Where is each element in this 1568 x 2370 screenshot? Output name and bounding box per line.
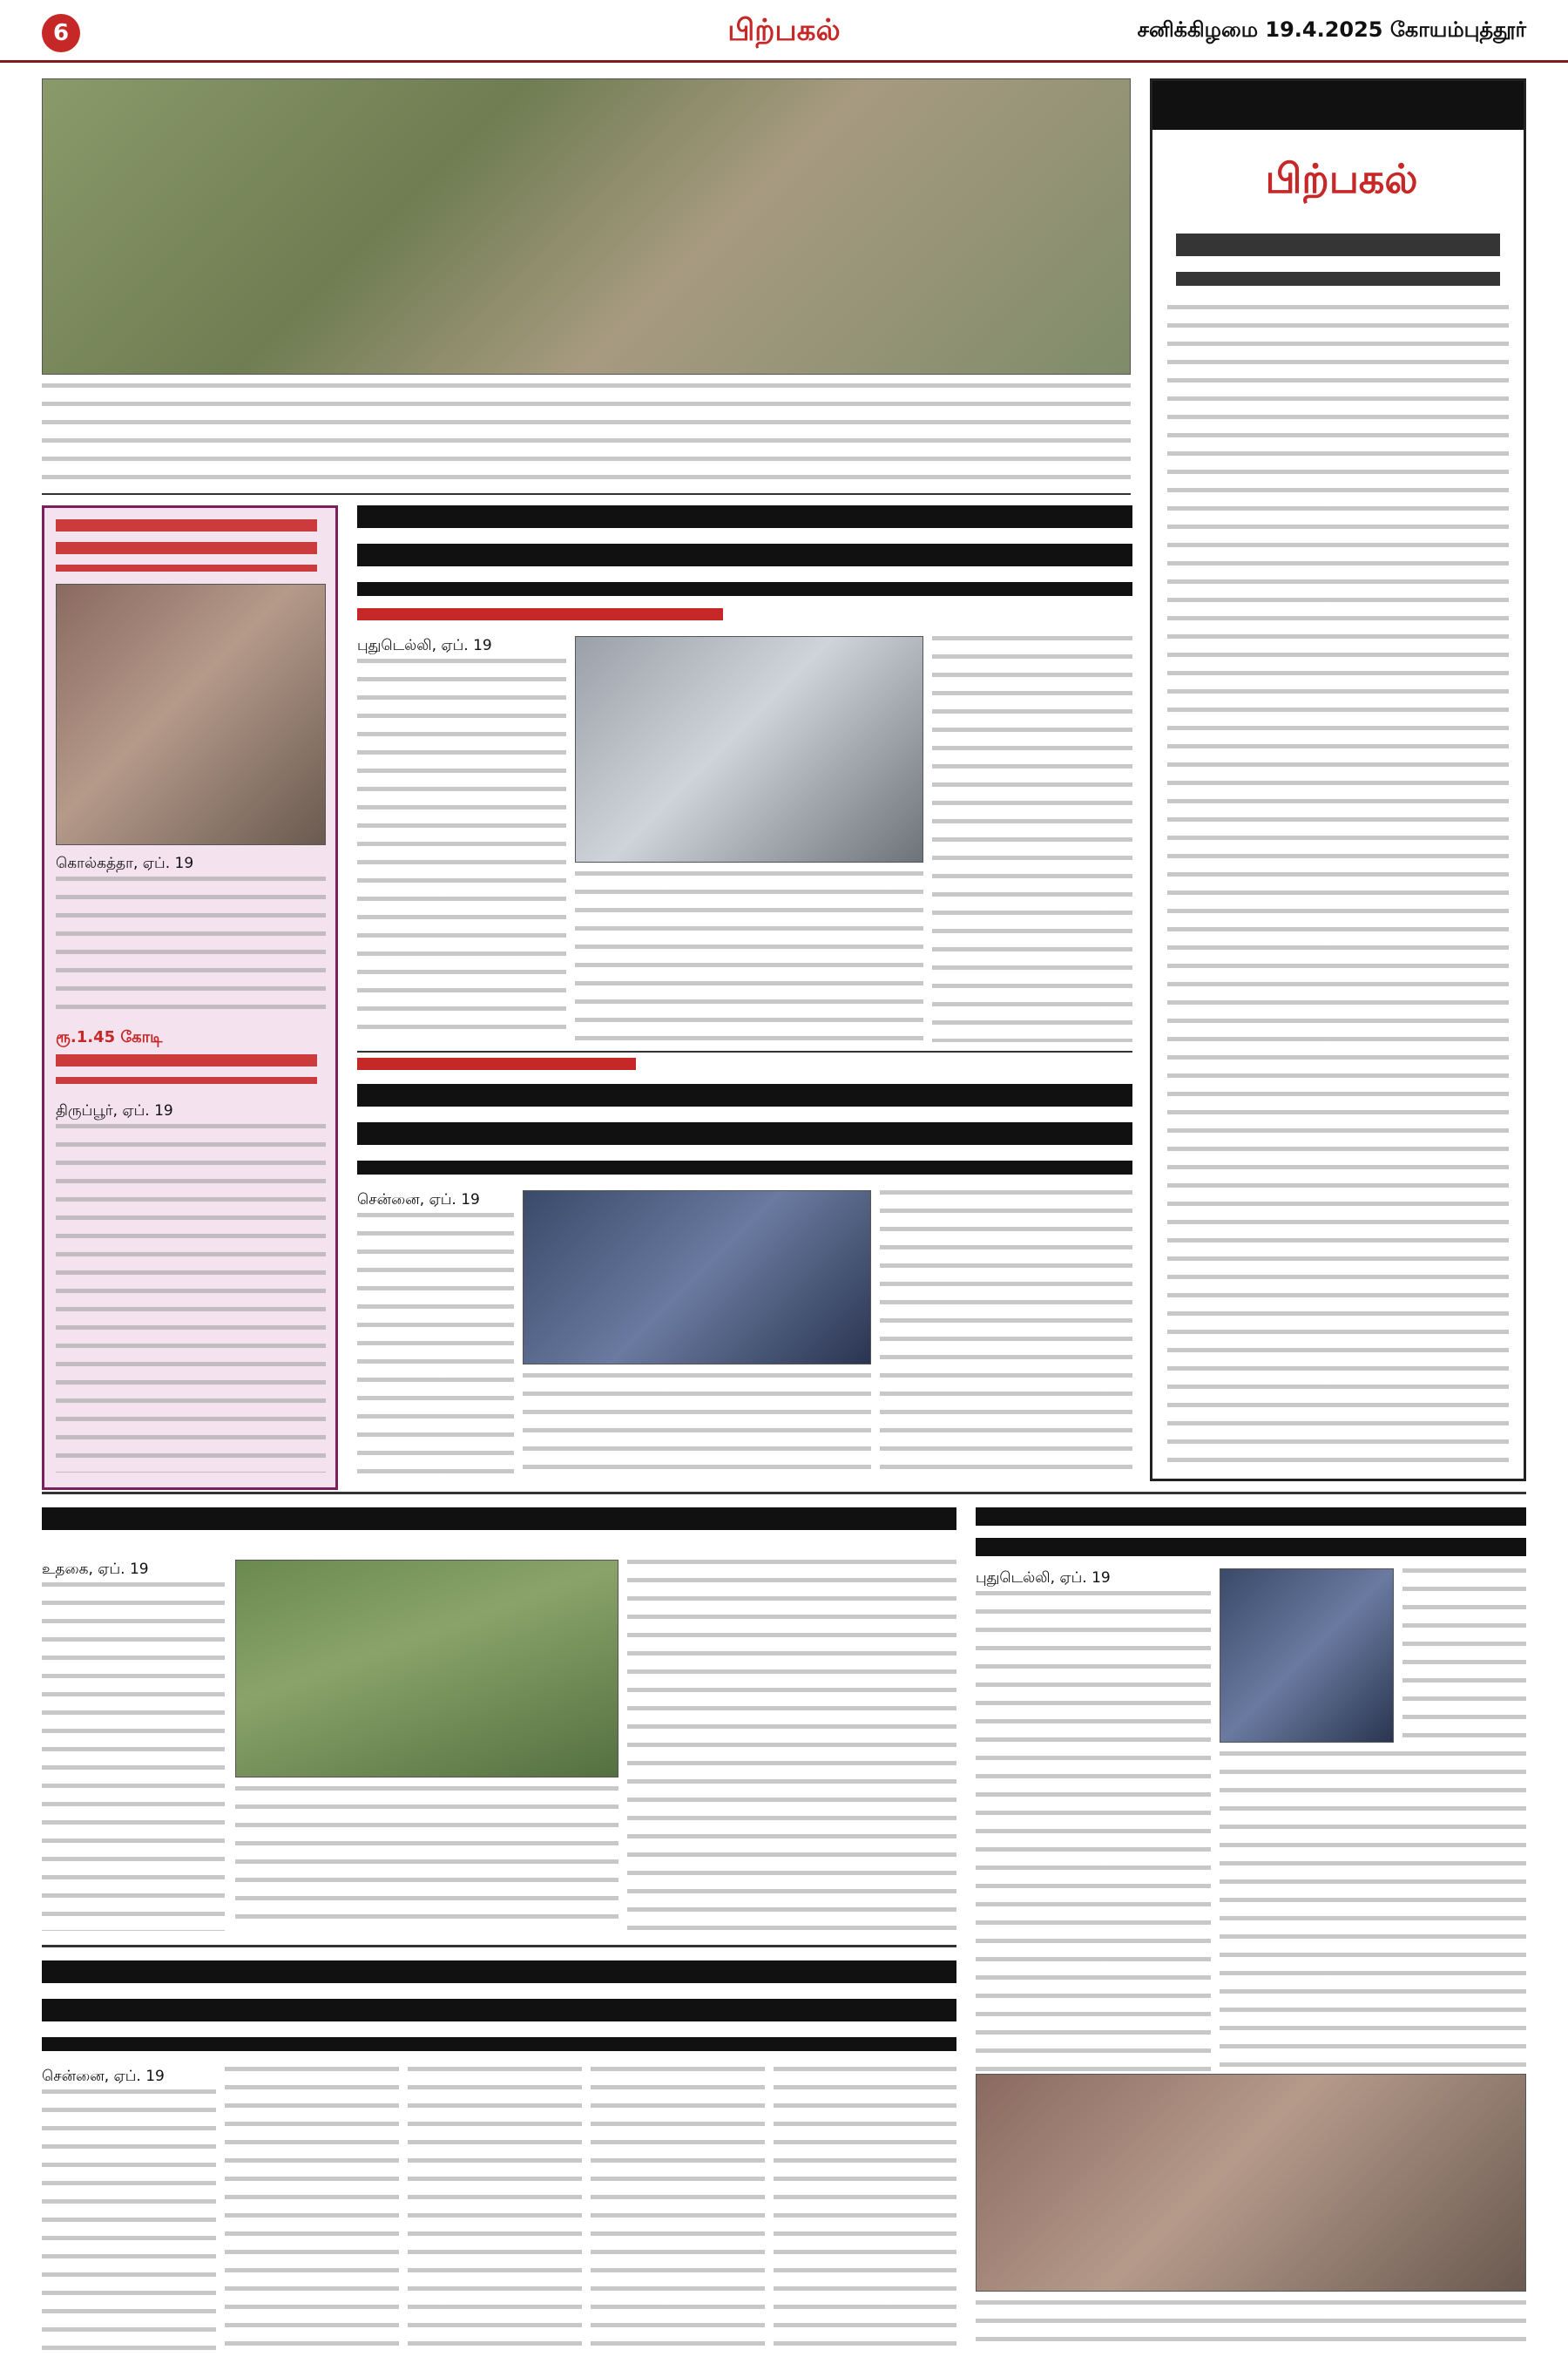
tourists-body-col2 (235, 1786, 618, 1931)
cricket-body-col3 (1402, 1568, 1526, 1743)
train-body-col2 (523, 1373, 871, 1474)
tablet-subheadline (357, 608, 723, 626)
page-number: 6 (42, 14, 80, 52)
train-headline (357, 1084, 1132, 1175)
train-dateline: சென்னை, ஏப். 19 (357, 1191, 480, 1209)
tablet-dateline: புதுடெல்லி, ஏப். 19 (357, 637, 492, 654)
fraud-amount: ரூ.1.45 கோடி (56, 1028, 163, 1046)
cricket-dateline: புதுடெல்லி, ஏப். 19 (976, 1569, 1111, 1587)
editorial-logo: பிற்பகல் (1265, 155, 1418, 202)
top-photo (42, 78, 1131, 375)
fraud-body (56, 1124, 326, 1473)
tablet-body-col1 (357, 659, 566, 1042)
masthead: பிற்பகல் (727, 13, 841, 48)
top-photo-caption (42, 383, 1131, 488)
train-body-col3 (880, 1190, 1132, 1474)
divider (42, 1492, 1526, 1494)
tourists-photo (235, 1560, 618, 1778)
tourists-dateline: உதகை, ஏப். 19 (42, 1561, 149, 1578)
palani-body-col5 (774, 2067, 956, 2351)
divider (42, 1945, 956, 1947)
wedding-body (56, 877, 326, 1016)
train-photo (523, 1190, 871, 1364)
wedding-headline (56, 519, 317, 572)
tourists-body-col3 (627, 1560, 956, 1931)
tourists-body-col1 (42, 1582, 225, 1931)
editorial-title (1176, 234, 1500, 286)
tourists-headline (42, 1507, 956, 1546)
tablet-body-col3 (932, 636, 1132, 1042)
bottom-right-caption (976, 2300, 1526, 2353)
cricket-headline (976, 1507, 1526, 1556)
tablet-headline (357, 505, 1132, 596)
wedding-dateline: கொல்கத்தா, ஏப். 19 (56, 855, 194, 872)
bottom-right-photo (976, 2074, 1526, 2292)
editorial-body (1167, 305, 1509, 1464)
divider (357, 1051, 1132, 1053)
palani-headline (42, 1960, 956, 2051)
fraud-headline (56, 1054, 317, 1084)
train-body-col1 (357, 1213, 514, 1474)
editorial-header (1152, 81, 1524, 130)
tablet-body-col2 (575, 871, 923, 1042)
palani-body-col2 (225, 2067, 399, 2351)
dateline: சனிக்கிழமை 19.4.2025 கோயம்புத்தூர் (1137, 17, 1526, 42)
divider (42, 493, 1131, 495)
palani-body-col1 (42, 2089, 216, 2351)
palani-body-col3 (408, 2067, 582, 2351)
train-kicker (357, 1058, 636, 1072)
fraud-dateline: திருப்பூர், ஏப். 19 (56, 1102, 173, 1120)
wedding-photo (56, 584, 326, 845)
palani-body-col4 (591, 2067, 765, 2351)
tablet-photo (575, 636, 923, 863)
palani-dateline: சென்னை, ஏப். 19 (42, 2068, 165, 2085)
cricket-photo (1220, 1568, 1394, 1743)
